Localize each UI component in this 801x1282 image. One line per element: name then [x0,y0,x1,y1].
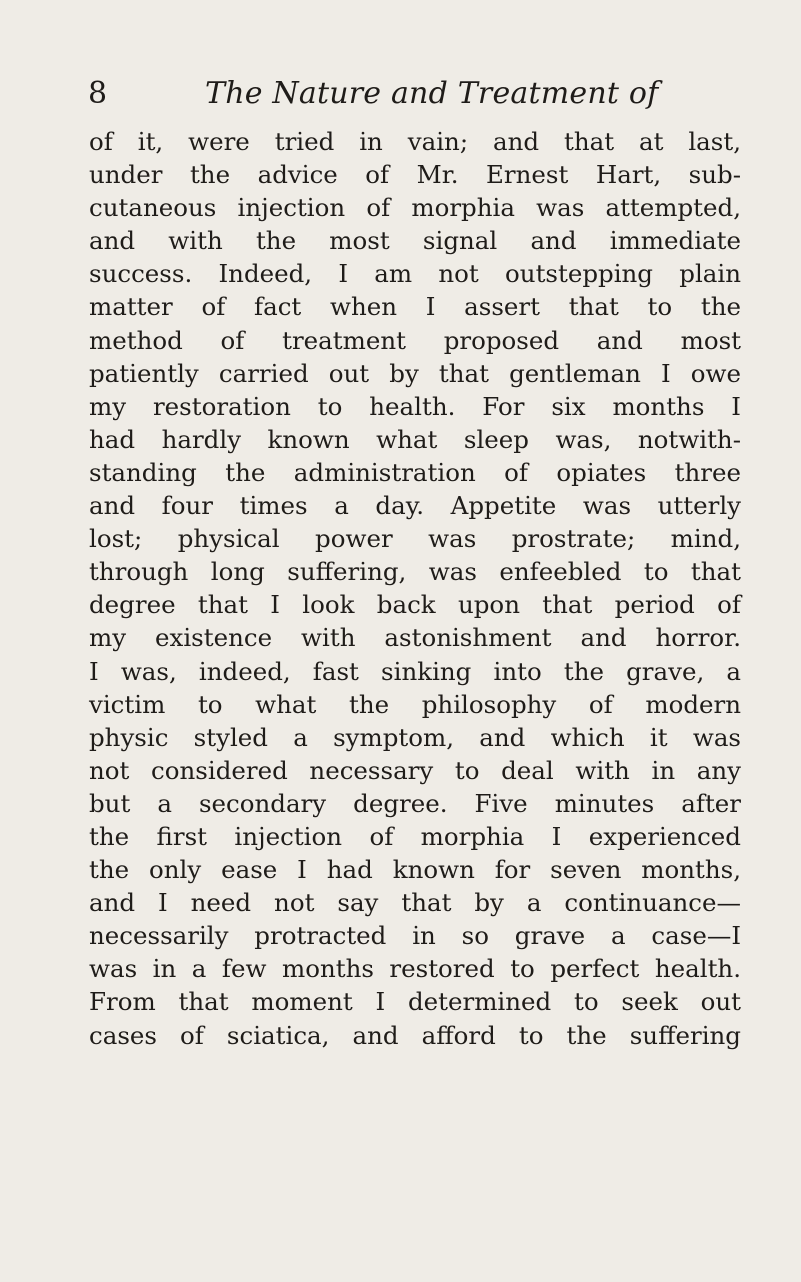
text-line: victim to what the philosophy of modern [89,689,741,719]
text-line: lost; physical power was prostrate; mind, [89,524,741,554]
text-line: of it, were tried in vain; and that at last, [89,127,741,156]
text-line: the only ease I had known for seven months, [89,855,741,885]
text-line: success. Indeed, I am not outstepping plain [89,259,741,289]
text-line: necessarily protracted in so grave a case—I [89,921,741,951]
text-line: but a secondary degree. Five minutes after [89,788,741,818]
page-number: 8 [88,76,108,111]
text-line: had hardly known what sleep was, notwith- [89,424,741,454]
body-text [89,125,741,1052]
text-line: and I need not say that by a continuance— [89,888,741,918]
text-line: standing the administration of opiates three [89,457,741,487]
text-line: cases of sciatica, and afford to the suffering [89,1020,741,1050]
text-line: not considered necessary to deal with in any [89,755,741,785]
running-head [88,74,728,114]
text-line: patiently carried out by that gentleman I owe [89,358,741,388]
text-line: physic styled a symptom, and which it was [89,722,741,752]
running-title: The Nature and Treatment of [205,76,659,111]
text-line: and four times a day. Appetite was utterly [89,491,741,521]
text-line: From that moment I determined to seek out [89,987,741,1017]
text-line: I was, indeed, fast sinking into the grave, a [89,656,741,686]
text-line: method of treatment proposed and most [89,325,741,355]
text-line: degree that I look back upon that period of [89,590,741,620]
text-line: cutaneous injection of morphia was attempted, [89,193,741,223]
text-line: my restoration to health. For six months I [89,391,741,421]
text-line: and with the most signal and immediate [89,226,741,256]
text-line: matter of fact when I assert that to the [89,292,741,322]
text-line: under the advice of Mr. Ernest Hart, sub- [89,160,741,190]
text-line: the first injection of morphia I experienced [89,821,741,851]
text-line: was in a few months restored to perfect health. [89,954,741,984]
text-line: through long suffering, was enfeebled to that [89,557,741,587]
text-line: my existence with astonishment and horror. [89,623,741,653]
